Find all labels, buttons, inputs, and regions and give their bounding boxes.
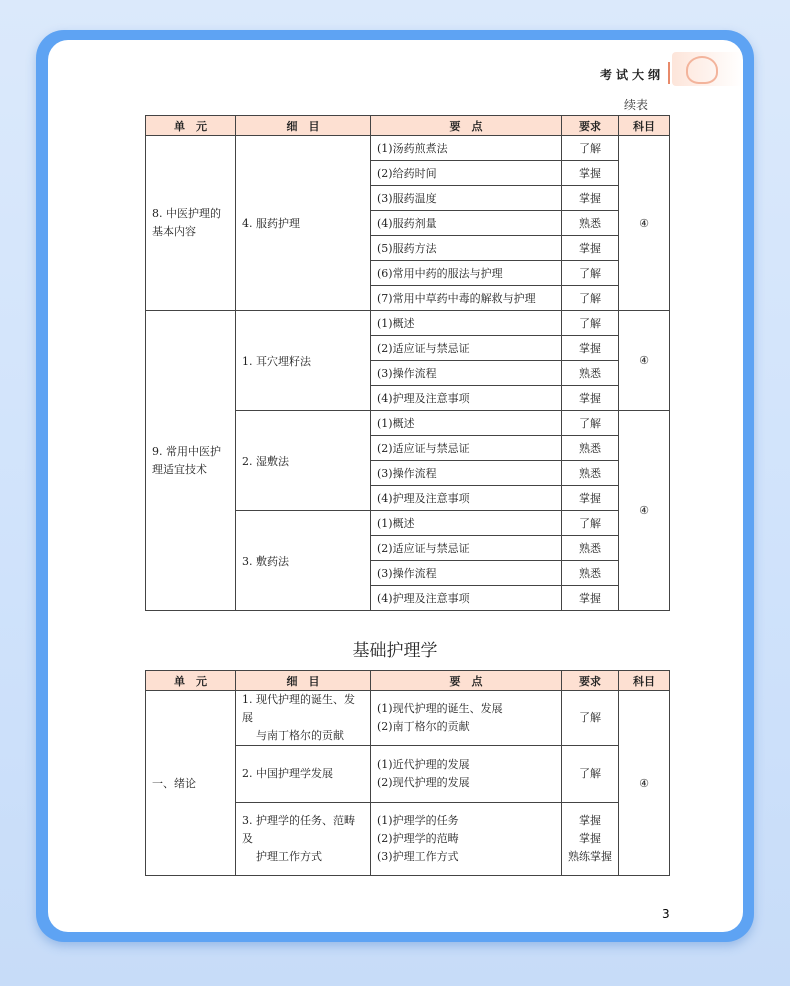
point-cell: (1)概述 bbox=[371, 511, 562, 536]
subject-line: 3. 护理学的任务、范畴及 bbox=[242, 814, 355, 845]
column-header: 细 目 bbox=[236, 116, 371, 136]
requirement-cell: 了解 bbox=[562, 286, 619, 311]
subject-cell bbox=[236, 803, 371, 876]
requirement-cell: 掌握 bbox=[562, 486, 619, 511]
point-cell: (1)概述 bbox=[371, 411, 562, 436]
subject-cell: 2. 湿敷法 bbox=[236, 411, 371, 511]
subject-cell: 4. 服药护理 bbox=[236, 136, 371, 311]
requirement-cell: 了解 bbox=[562, 136, 619, 161]
requirement-cell bbox=[562, 803, 619, 876]
section-header: 考试大纲 bbox=[600, 68, 665, 82]
exam-subject-cell: ④ bbox=[619, 136, 670, 311]
point-cell: (1)概述 bbox=[371, 311, 562, 336]
point-line: (2)护理学的范畴 bbox=[377, 832, 459, 845]
column-header: 要求 bbox=[562, 116, 619, 136]
requirement-line: 掌握 bbox=[579, 832, 601, 845]
column-header: 细 目 bbox=[236, 671, 371, 691]
point-cell bbox=[371, 691, 562, 746]
point-line: (1)近代护理的发展 bbox=[377, 758, 470, 771]
point-line: (1)现代护理的诞生、发展 bbox=[377, 702, 503, 715]
point-cell: (3)操作流程 bbox=[371, 561, 562, 586]
point-cell: (2)适应证与禁忌证 bbox=[371, 336, 562, 361]
requirement-cell: 熟悉 bbox=[562, 536, 619, 561]
point-cell: (6)常用中药的服法与护理 bbox=[371, 261, 562, 286]
requirement-cell: 了解 bbox=[562, 311, 619, 336]
subject-cell: 3. 敷药法 bbox=[236, 511, 371, 611]
requirement-cell: 掌握 bbox=[562, 186, 619, 211]
header-divider bbox=[668, 62, 670, 84]
point-cell: (4)护理及注意事项 bbox=[371, 586, 562, 611]
point-cell: (7)常用中草药中毒的解救与护理 bbox=[371, 286, 562, 311]
point-line: (1)护理学的任务 bbox=[377, 814, 459, 827]
requirement-line: 了解 bbox=[579, 767, 601, 780]
requirement-cell: 了解 bbox=[562, 261, 619, 286]
requirement-cell: 熟悉 bbox=[562, 211, 619, 236]
requirement-cell: 熟悉 bbox=[562, 461, 619, 486]
requirement-cell: 熟悉 bbox=[562, 436, 619, 461]
subject-cell bbox=[236, 746, 371, 803]
unit-cell: 一、绪论 bbox=[146, 691, 236, 876]
unit-cell: 9. 常用中医护理适宜技术 bbox=[146, 311, 236, 611]
continued-label: 续表 bbox=[624, 98, 649, 112]
point-cell: (2)适应证与禁忌证 bbox=[371, 536, 562, 561]
point-cell bbox=[371, 746, 562, 803]
table-row bbox=[146, 691, 670, 746]
subject-line: 1. 现代护理的诞生、发展 bbox=[242, 693, 355, 724]
point-cell: (3)服药温度 bbox=[371, 186, 562, 211]
logo-icon bbox=[672, 52, 742, 86]
subject-cell: 1. 耳穴埋籽法 bbox=[236, 311, 371, 411]
column-header: 要求 bbox=[562, 671, 619, 691]
subject-line: 与南丁格尔的贡献 bbox=[256, 729, 344, 742]
subject-cell bbox=[236, 691, 371, 746]
point-cell: (2)给药时间 bbox=[371, 161, 562, 186]
point-line: (3)护理工作方式 bbox=[377, 850, 459, 863]
requirement-cell bbox=[562, 691, 619, 746]
point-cell: (2)适应证与禁忌证 bbox=[371, 436, 562, 461]
point-cell: (3)操作流程 bbox=[371, 361, 562, 386]
point-line: (2)南丁格尔的贡献 bbox=[377, 720, 470, 733]
requirement-line: 掌握 bbox=[579, 814, 601, 827]
table-row bbox=[146, 136, 670, 161]
subject-line: 2. 中国护理学发展 bbox=[242, 767, 333, 780]
exam-subject-cell: ④ bbox=[619, 411, 670, 611]
requirement-cell: 掌握 bbox=[562, 236, 619, 261]
section-title: 基础护理学 bbox=[352, 641, 438, 661]
outline-table-2 bbox=[145, 670, 670, 876]
requirement-cell: 掌握 bbox=[562, 336, 619, 361]
requirement-line: 熟练掌握 bbox=[568, 850, 612, 863]
requirement-cell: 掌握 bbox=[562, 161, 619, 186]
requirement-cell: 了解 bbox=[562, 411, 619, 436]
requirement-cell: 熟悉 bbox=[562, 361, 619, 386]
point-cell: (4)护理及注意事项 bbox=[371, 386, 562, 411]
point-cell: (3)操作流程 bbox=[371, 461, 562, 486]
requirement-cell: 了解 bbox=[562, 511, 619, 536]
column-header: 单 元 bbox=[146, 116, 236, 136]
table-row bbox=[146, 311, 670, 336]
unit-cell: 8. 中医护理的基本内容 bbox=[146, 136, 236, 311]
point-cell bbox=[371, 803, 562, 876]
point-line: (2)现代护理的发展 bbox=[377, 776, 470, 789]
requirement-cell: 掌握 bbox=[562, 586, 619, 611]
column-header: 单 元 bbox=[146, 671, 236, 691]
point-cell: (4)护理及注意事项 bbox=[371, 486, 562, 511]
requirement-cell bbox=[562, 746, 619, 803]
column-header: 科目 bbox=[619, 116, 670, 136]
outline-table-1 bbox=[145, 115, 670, 611]
point-cell: (4)服药剂量 bbox=[371, 211, 562, 236]
requirement-cell: 掌握 bbox=[562, 386, 619, 411]
exam-subject-cell: ④ bbox=[619, 691, 670, 876]
column-header: 科目 bbox=[619, 671, 670, 691]
page-number: 3 bbox=[662, 907, 670, 921]
requirement-line: 了解 bbox=[579, 711, 601, 724]
column-header: 要 点 bbox=[371, 116, 562, 136]
requirement-cell: 熟悉 bbox=[562, 561, 619, 586]
subject-line: 护理工作方式 bbox=[256, 850, 322, 863]
point-cell: (5)服药方法 bbox=[371, 236, 562, 261]
exam-subject-cell: ④ bbox=[619, 311, 670, 411]
point-cell: (1)汤药煎煮法 bbox=[371, 136, 562, 161]
column-header: 要 点 bbox=[371, 671, 562, 691]
